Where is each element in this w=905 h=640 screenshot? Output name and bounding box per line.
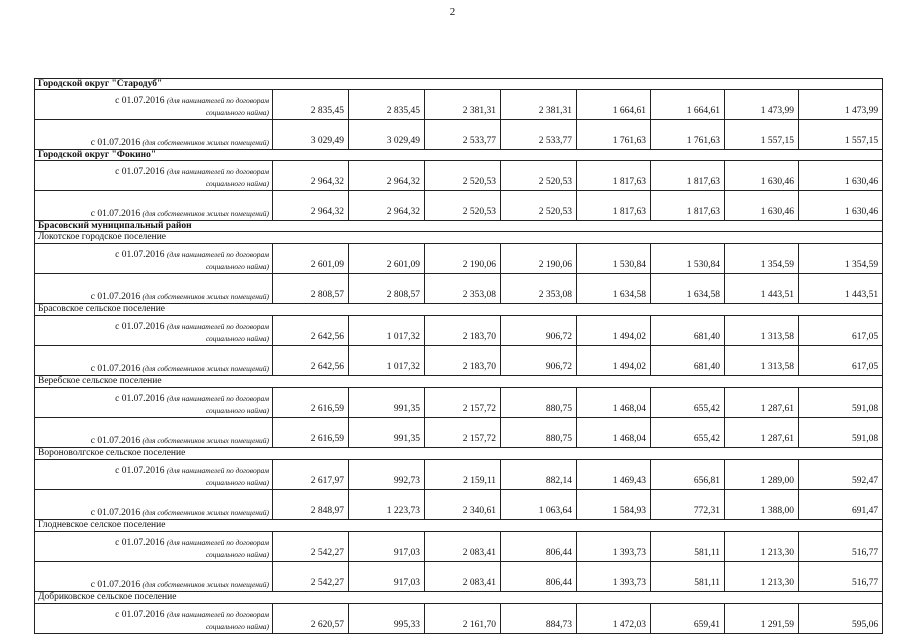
tariff-value-cell: 2 353,08	[501, 274, 577, 304]
row-date: с 01.07.2016	[90, 436, 141, 446]
row-label	[35, 346, 273, 376]
owner-tariff-row	[35, 274, 883, 304]
subsection-title: Добриковское сельское поселение	[35, 592, 883, 604]
subsection-header-row	[35, 376, 883, 388]
row-note: (для собственников жилых помещений)	[142, 138, 269, 147]
subsection-header-row	[35, 232, 883, 244]
subsection-header-row	[35, 520, 883, 532]
tariff-value-cell: 1 530,84	[651, 244, 725, 274]
tariff-value-cell: 806,44	[501, 532, 577, 562]
tariff-value-cell: 880,75	[501, 418, 577, 448]
tariff-value-cell: 2 190,06	[501, 244, 577, 274]
tariff-value-cell: 581,11	[651, 532, 725, 562]
tariff-value-cell: 595,06	[799, 604, 883, 634]
section-header-row	[35, 150, 883, 161]
row-note: (для собственников жилых помещений)	[142, 364, 269, 373]
row-note-continued: социального найма)	[205, 179, 269, 188]
row-date: с 01.07.2016	[115, 610, 165, 620]
tariff-value-cell: 806,44	[501, 562, 577, 592]
row-label	[35, 120, 273, 150]
tariff-value-cell: 2 340,61	[425, 490, 501, 520]
section-title: Городской округ "Стародуб"	[35, 79, 883, 90]
section-title: Городской округ "Фокино"	[35, 150, 883, 161]
subsection-title: Веребское сельское поселение	[35, 376, 883, 388]
owner-tariff-row	[35, 120, 883, 150]
row-label	[35, 604, 273, 634]
subsection-title: Локотское городское поселение	[35, 232, 883, 244]
tariff-value-cell: 2 190,06	[425, 244, 501, 274]
row-note: (для собственников жилых помещений)	[142, 508, 269, 517]
subsection-header-row	[35, 304, 883, 316]
row-note: (для собственников жилых помещений)	[142, 580, 269, 589]
tariff-value-cell: 1 468,04	[577, 418, 651, 448]
tariff-value-cell: 1 443,51	[799, 274, 883, 304]
tariff-value-cell: 2 616,59	[273, 388, 349, 418]
tenant-tariff-row	[35, 388, 883, 418]
tariff-value-cell: 991,35	[349, 418, 425, 448]
tariff-value-cell: 2 520,53	[501, 191, 577, 221]
tariff-value-cell: 1 761,63	[577, 120, 651, 150]
tariff-value-cell: 2 083,41	[425, 532, 501, 562]
tariff-value-cell: 2 083,41	[425, 562, 501, 592]
row-label	[35, 316, 273, 346]
tariff-value-cell: 3 029,49	[273, 120, 349, 150]
tariff-value-cell: 906,72	[501, 346, 577, 376]
row-label	[35, 274, 273, 304]
row-label	[35, 562, 273, 592]
tariff-value-cell: 617,05	[799, 316, 883, 346]
tariff-value-cell: 2 835,45	[273, 90, 349, 120]
row-note: (для собственников жилых помещений)	[142, 209, 269, 218]
tariff-value-cell: 2 159,11	[425, 460, 501, 490]
tariff-value-cell: 2 157,72	[425, 388, 501, 418]
tariff-value-cell: 1 287,61	[725, 418, 799, 448]
tariff-value-cell: 617,05	[799, 346, 883, 376]
row-label	[35, 90, 273, 120]
tariff-value-cell: 2 642,56	[273, 346, 349, 376]
subsection-header-row	[35, 448, 883, 460]
tariff-value-cell: 2 533,77	[425, 120, 501, 150]
tariff-value-cell: 1 291,59	[725, 604, 799, 634]
tariff-value-cell: 1 443,51	[725, 274, 799, 304]
owner-tariff-row	[35, 191, 883, 221]
tariff-value-cell: 656,81	[651, 460, 725, 490]
row-note: (для нанимателей по договорам	[166, 167, 269, 176]
tariff-value-cell: 1 634,58	[577, 274, 651, 304]
tariff-value-cell: 884,73	[501, 604, 577, 634]
tariff-value-cell: 1 630,46	[725, 161, 799, 191]
subsection-title: Брасовское сельское поселение	[35, 304, 883, 316]
tariff-value-cell: 2 964,32	[273, 191, 349, 221]
tariff-value-cell: 1 017,32	[349, 316, 425, 346]
tariff-value-cell: 1 017,32	[349, 346, 425, 376]
tariff-value-cell: 681,40	[651, 346, 725, 376]
row-note-continued: социального найма)	[205, 108, 269, 117]
row-label	[35, 490, 273, 520]
tariff-value-cell: 1 289,00	[725, 460, 799, 490]
row-note: (для нанимателей по договорам	[166, 322, 269, 331]
tariff-value-cell: 1 287,61	[725, 388, 799, 418]
row-label	[35, 244, 273, 274]
tariff-value-cell: 1 630,46	[799, 161, 883, 191]
tariff-value-cell: 2 601,09	[273, 244, 349, 274]
tariff-value-cell: 2 183,70	[425, 346, 501, 376]
tariff-value-cell: 880,75	[501, 388, 577, 418]
tariff-value-cell: 1 817,63	[651, 191, 725, 221]
tariff-value-cell: 991,35	[349, 388, 425, 418]
tariff-value-cell: 772,31	[651, 490, 725, 520]
tariff-value-cell: 1 213,30	[725, 532, 799, 562]
tariff-value-cell: 591,08	[799, 418, 883, 448]
row-label	[35, 388, 273, 418]
row-label	[35, 191, 273, 221]
tariff-value-cell: 1 393,73	[577, 532, 651, 562]
tariff-value-cell: 1 472,03	[577, 604, 651, 634]
tariff-value-cell: 1 634,58	[651, 274, 725, 304]
row-date: с 01.07.2016	[115, 167, 165, 177]
tariff-value-cell: 591,08	[799, 388, 883, 418]
tariff-value-cell: 1 630,46	[725, 191, 799, 221]
row-note: (для собственников жилых помещений)	[142, 292, 269, 301]
tariff-value-cell: 2 161,70	[425, 604, 501, 634]
tariff-value-cell: 2 183,70	[425, 316, 501, 346]
tariff-value-cell: 581,11	[651, 562, 725, 592]
tariff-value-cell: 1 213,30	[725, 562, 799, 592]
tariff-value-cell: 2 620,57	[273, 604, 349, 634]
row-date: с 01.07.2016	[115, 96, 165, 106]
tariff-value-cell: 2 601,09	[349, 244, 425, 274]
tariff-value-cell: 2 520,53	[425, 161, 501, 191]
tariff-value-cell: 1 494,02	[577, 346, 651, 376]
tariff-value-cell: 1 817,63	[577, 161, 651, 191]
tariff-value-cell: 1 817,63	[651, 161, 725, 191]
tariff-value-cell: 516,77	[799, 562, 883, 592]
owner-tariff-row	[35, 490, 883, 520]
row-label	[35, 418, 273, 448]
tariff-value-cell: 917,03	[349, 562, 425, 592]
row-date: с 01.07.2016	[115, 538, 165, 548]
tariff-value-cell: 2 533,77	[501, 120, 577, 150]
tariff-value-cell: 1 063,64	[501, 490, 577, 520]
row-note: (для нанимателей по договорам	[166, 250, 269, 259]
section-header-row	[35, 79, 883, 90]
row-date: с 01.07.2016	[90, 364, 141, 374]
tenant-tariff-row	[35, 532, 883, 562]
tariff-value-cell: 1 817,63	[577, 191, 651, 221]
tariff-value-cell: 1 584,93	[577, 490, 651, 520]
tariff-value-cell: 681,40	[651, 316, 725, 346]
row-note: (для нанимателей по договорам	[166, 394, 269, 403]
tariff-value-cell: 2 381,31	[425, 90, 501, 120]
tariff-value-cell: 1 393,73	[577, 562, 651, 592]
row-date: с 01.07.2016	[90, 580, 141, 590]
row-date: с 01.07.2016	[115, 322, 165, 332]
tariff-value-cell: 1 630,46	[799, 191, 883, 221]
tariff-value-cell: 1 473,99	[725, 90, 799, 120]
tariff-value-cell: 655,42	[651, 388, 725, 418]
tariff-value-cell: 516,77	[799, 532, 883, 562]
tenant-tariff-row	[35, 316, 883, 346]
row-label	[35, 532, 273, 562]
tariff-table	[34, 78, 883, 634]
tariff-value-cell: 2 835,45	[349, 90, 425, 120]
tariff-value-cell: 2 542,27	[273, 562, 349, 592]
row-note-continued: социального найма)	[205, 550, 269, 559]
tariff-value-cell: 2 964,32	[273, 161, 349, 191]
subsection-title: Вороноволгское сельское поселение	[35, 448, 883, 460]
tariff-value-cell: 1 469,43	[577, 460, 651, 490]
owner-tariff-row	[35, 562, 883, 592]
row-note-continued: социального найма)	[205, 478, 269, 487]
tariff-value-cell: 1 354,59	[799, 244, 883, 274]
tariff-value-cell: 2 642,56	[273, 316, 349, 346]
tariff-value-cell: 2 616,59	[273, 418, 349, 448]
row-note: (для собственников жилых помещений)	[142, 436, 269, 445]
tariff-value-cell: 2 808,57	[349, 274, 425, 304]
tariff-value-cell: 1 468,04	[577, 388, 651, 418]
tariff-value-cell: 1 354,59	[725, 244, 799, 274]
tariff-value-cell: 2 520,53	[425, 191, 501, 221]
tariff-value-cell: 917,03	[349, 532, 425, 562]
row-date: с 01.07.2016	[115, 466, 165, 476]
tenant-tariff-row	[35, 604, 883, 634]
row-date: с 01.07.2016	[90, 138, 141, 148]
tariff-value-cell: 655,42	[651, 418, 725, 448]
tenant-tariff-row	[35, 460, 883, 490]
row-note: (для нанимателей по договорам	[166, 610, 269, 619]
page-number: 2	[449, 6, 456, 18]
tariff-value-cell: 2 964,32	[349, 161, 425, 191]
row-label	[35, 460, 273, 490]
tariff-value-cell: 659,41	[651, 604, 725, 634]
tariff-value-cell: 1 494,02	[577, 316, 651, 346]
row-label	[35, 161, 273, 191]
tariff-value-cell: 1 473,99	[799, 90, 883, 120]
tariff-value-cell: 2 542,27	[273, 532, 349, 562]
tariff-value-cell: 992,73	[349, 460, 425, 490]
row-note-continued: социального найма)	[205, 406, 269, 415]
subsection-title: Глодневское селское поселение	[35, 520, 883, 532]
tariff-value-cell: 2 381,31	[501, 90, 577, 120]
tariff-value-cell: 1 530,84	[577, 244, 651, 274]
row-note: (для нанимателей по договорам	[166, 466, 269, 475]
tariff-value-cell: 906,72	[501, 316, 577, 346]
tariff-value-cell: 1 388,00	[725, 490, 799, 520]
section-header-row	[35, 221, 883, 232]
tariff-value-cell: 995,33	[349, 604, 425, 634]
tariff-value-cell: 592,47	[799, 460, 883, 490]
tariff-value-cell: 2 157,72	[425, 418, 501, 448]
tariff-value-cell: 2 617,97	[273, 460, 349, 490]
tariff-value-cell: 1 557,15	[725, 120, 799, 150]
tariff-value-cell: 1 223,73	[349, 490, 425, 520]
row-date: с 01.07.2016	[90, 209, 141, 219]
tariff-value-cell: 2 848,97	[273, 490, 349, 520]
tariff-value-cell: 1 761,63	[651, 120, 725, 150]
tariff-value-cell: 3 029,49	[349, 120, 425, 150]
owner-tariff-row	[35, 346, 883, 376]
tariff-value-cell: 1 313,58	[725, 316, 799, 346]
row-date: с 01.07.2016	[90, 508, 141, 518]
tenant-tariff-row	[35, 244, 883, 274]
row-note-continued: социального найма)	[205, 622, 269, 631]
tariff-value-cell: 2 964,32	[349, 191, 425, 221]
row-date: с 01.07.2016	[90, 292, 141, 302]
subsection-header-row	[35, 592, 883, 604]
row-note-continued: социального найма)	[205, 334, 269, 343]
row-date: с 01.07.2016	[115, 394, 165, 404]
tariff-value-cell: 2 808,57	[273, 274, 349, 304]
tariff-value-cell: 1 557,15	[799, 120, 883, 150]
tariff-value-cell: 691,47	[799, 490, 883, 520]
row-note-continued: социального найма)	[205, 262, 269, 271]
tariff-value-cell: 2 353,08	[425, 274, 501, 304]
tariff-value-cell: 882,14	[501, 460, 577, 490]
tenant-tariff-row	[35, 161, 883, 191]
tariff-value-cell: 2 520,53	[501, 161, 577, 191]
tariff-value-cell: 1 664,61	[651, 90, 725, 120]
section-title: Брасовский муниципальный район	[35, 221, 883, 232]
tariff-value-cell: 1 313,58	[725, 346, 799, 376]
row-note: (для нанимателей по договорам	[166, 96, 269, 105]
row-date: с 01.07.2016	[115, 250, 165, 260]
tariff-value-cell: 1 664,61	[577, 90, 651, 120]
row-note: (для нанимателей по договорам	[166, 538, 269, 547]
owner-tariff-row	[35, 418, 883, 448]
tenant-tariff-row	[35, 90, 883, 120]
